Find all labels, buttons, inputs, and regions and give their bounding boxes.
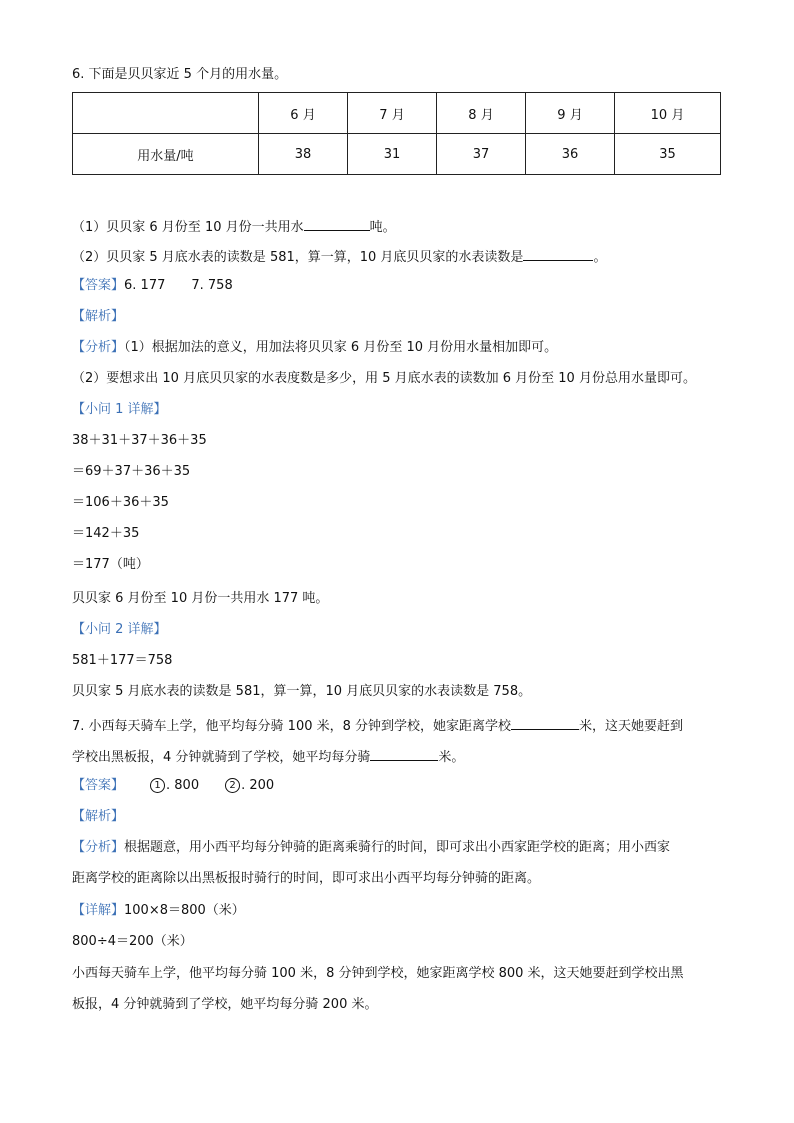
- table-month-cell: 6 月: [259, 93, 348, 134]
- q6-analysis-2: （2）要想求出 10 月底贝贝家的水表度数是多少，用 5 月底水表的读数加 6 月份至 10 月份总用水量即可。: [72, 371, 696, 386]
- calc-line: 38＋31＋37＋36＋35: [72, 433, 207, 448]
- q7-detail-1: 100×8＝800（米）: [124, 903, 245, 918]
- answer-blank: [304, 216, 370, 231]
- q7-answer: [72, 777, 274, 795]
- table-header-row: [73, 93, 721, 134]
- table-row: [73, 134, 721, 175]
- table-month-cell: 10 月: [615, 93, 721, 134]
- table-month-cell: 8 月: [437, 93, 526, 134]
- calc-line: 800÷4＝200（米）: [72, 934, 193, 949]
- q7-analysis-2: 距离学校的距离除以出黑板报时骑行的时间，即可求出小西平均每分钟骑的距离。: [72, 871, 541, 886]
- answer-blank: [523, 246, 593, 261]
- q6-title: 6. 下面是贝贝家近 5 个月的用水量。: [72, 67, 288, 82]
- table-value-cell: 36: [526, 134, 615, 175]
- answer-label: 【答案】: [72, 278, 125, 293]
- q7-line1-text: 7. 小西每天骑车上学，他平均每分骑 100 米，8 分钟到学校，她家距离学校: [72, 719, 512, 734]
- table-value-cell: 35: [615, 134, 721, 175]
- water-usage-table: [72, 92, 721, 175]
- circled-number: 1: [150, 778, 165, 793]
- q6-sub1-unit: 吨。: [369, 220, 396, 235]
- analysis-label: 【分析】: [72, 840, 125, 855]
- q7-answer-2: . 200: [241, 778, 275, 793]
- q6-jiexi-label: 【解析】: [72, 309, 125, 324]
- q6-sub2-end: 。: [593, 250, 607, 265]
- q6-sub2-text: （2）贝贝家 5 月底水表的读数是 581，算一算，10 月底贝贝家的水表读数是: [72, 250, 524, 265]
- answer-label: 【答案】: [72, 778, 125, 793]
- calc-line: ＝142＋35: [72, 526, 140, 541]
- answer-blank: [370, 746, 438, 761]
- q7-jiexi-label: 【解析】: [72, 809, 125, 824]
- answer-blank: [511, 715, 579, 730]
- q7-line1-end: 米，这天她要赶到: [579, 719, 684, 734]
- calc-line: ＝106＋36＋35: [72, 495, 169, 510]
- q7-line2-text: 学校出黑板报，4 分钟就骑到了学校，她平均每分骑: [72, 750, 371, 765]
- detail-label: 【详解】: [72, 903, 125, 918]
- q7-detail: [72, 902, 245, 920]
- table-value-cell: 37: [437, 134, 526, 175]
- circled-number: 2: [225, 778, 240, 793]
- q6-answer: [72, 277, 233, 295]
- q6-detail1-label: 【小问 1 详解】: [72, 402, 167, 417]
- q7-line2-end: 米。: [438, 750, 465, 765]
- analysis-label: 【分析】: [72, 340, 125, 355]
- calc-line: ＝177（吨）: [72, 557, 149, 572]
- q6-sub2: [72, 246, 606, 267]
- table-header-blank: [73, 93, 259, 134]
- q6-answer-2: 7. 758: [191, 278, 233, 293]
- calc-line: ＝69＋37＋36＋35: [72, 464, 191, 479]
- q6-analysis: [72, 339, 557, 357]
- q6-answer-1: 6. 177: [124, 278, 166, 293]
- q7-conclusion-2: 板报，4 分钟就骑到了学校，她平均每分骑 200 米。: [72, 997, 378, 1012]
- q6-sub1: [72, 216, 396, 237]
- q6-conclusion1: 贝贝家 6 月份至 10 月份一共用水 177 吨。: [72, 591, 329, 606]
- q7-answer-1: . 800: [166, 778, 200, 793]
- q6-detail2-label: 【小问 2 详解】: [72, 622, 167, 637]
- table-value-cell: 38: [259, 134, 348, 175]
- table-value-cell: 31: [348, 134, 437, 175]
- q6-analysis-1: （1）根据加法的意义，用加法将贝贝家 6 月份至 10 月份用水量相加即可。: [124, 340, 558, 355]
- table-row-label: 用水量/吨: [73, 134, 259, 175]
- q7-analysis: [72, 839, 670, 857]
- table-month-cell: 9 月: [526, 93, 615, 134]
- table-month-cell: 7 月: [348, 93, 437, 134]
- q7-line1: [72, 715, 683, 736]
- q7-line2: [72, 746, 464, 767]
- q6-sub1-text: （1）贝贝家 6 月份至 10 月份一共用水: [72, 220, 304, 235]
- calc-line: 581＋177＝758: [72, 653, 173, 668]
- q6-conclusion2: 贝贝家 5 月底水表的读数是 581，算一算，10 月底贝贝家的水表读数是 758。: [72, 684, 532, 699]
- q7-analysis-1: 根据题意，用小西平均每分钟骑的距离乘骑行的时间，即可求出小西家距学校的距离；用小西家: [124, 840, 671, 855]
- q7-conclusion-1: 小西每天骑车上学，他平均每分骑 100 米，8 分钟到学校，她家距离学校 800 米，这天她要赶到学校出黑: [72, 966, 684, 981]
